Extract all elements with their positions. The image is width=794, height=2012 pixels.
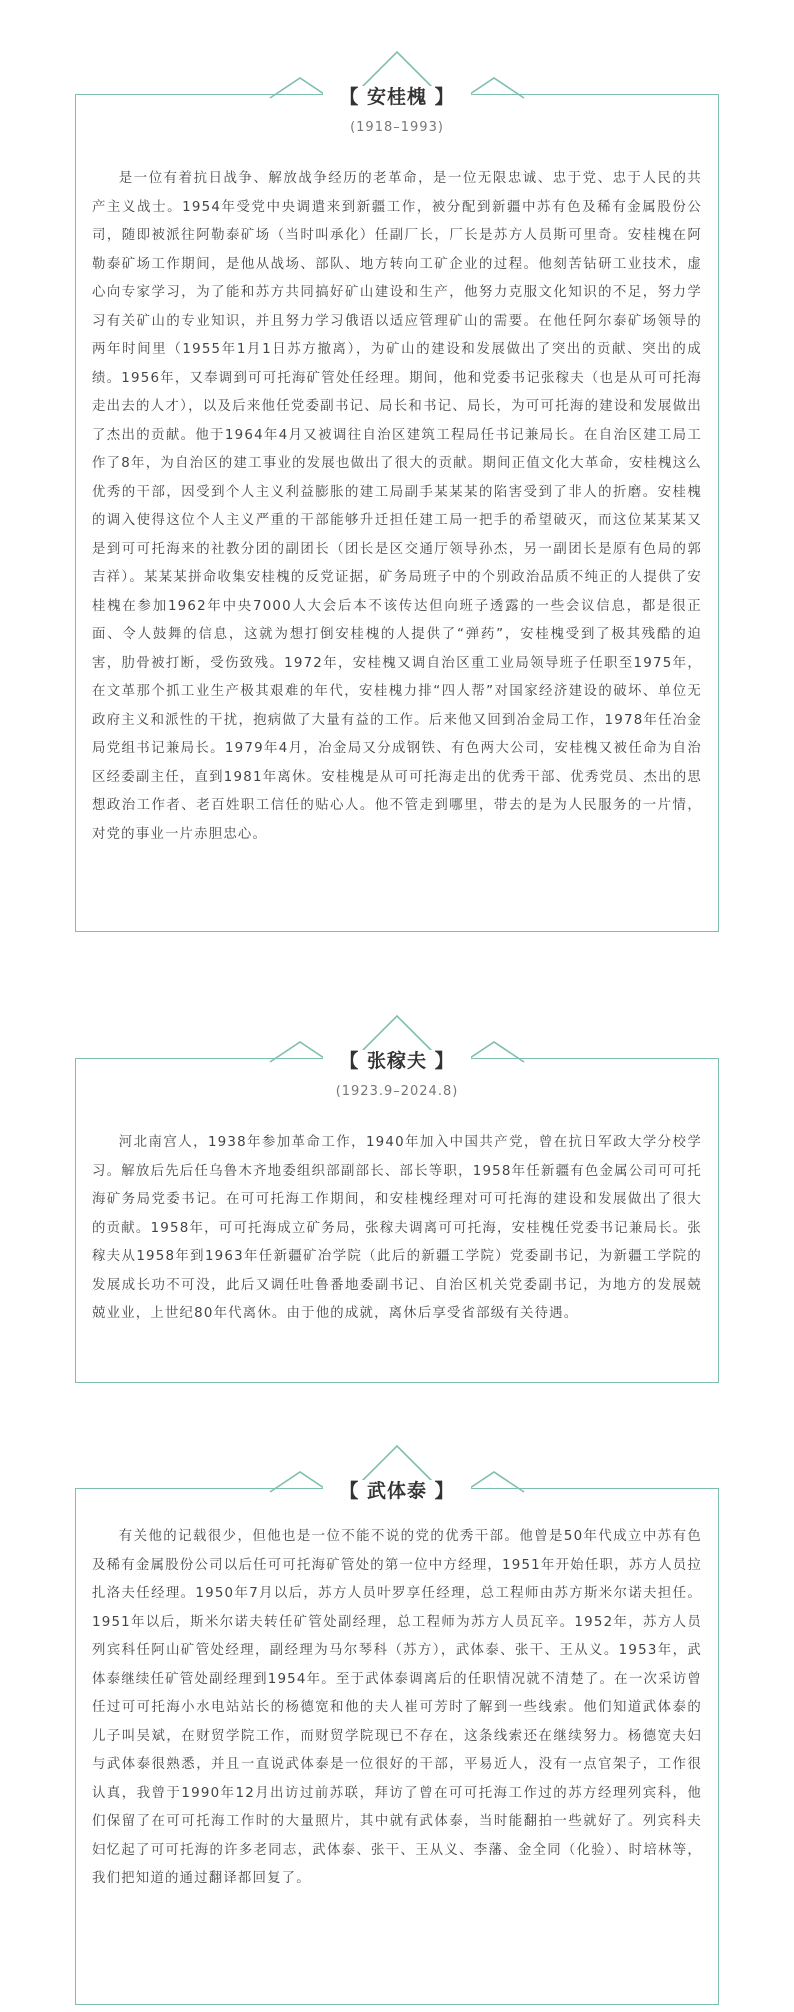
section-title: 【 张稼夫 】 bbox=[0, 1046, 794, 1073]
person-name: 张稼夫 bbox=[366, 1050, 427, 1072]
person-name: 武体泰 bbox=[366, 1480, 427, 1502]
biography-paragraph: 有关他的记载很少，但他也是一位不能不说的党的优秀干部。他曾是50年代成立中苏有色及稀有金属股份公司以后任可可托海矿管处的第一位中方经理，1951年开始任职，苏方人员拉扎洛夫任经理。1950年7月以后，苏方人员叶罗享任经理，总工程师由苏方斯米尔诺夫担任。1951年以后，斯米尔诺夫转任矿管处副经理，总工程师为苏方人员瓦辛。1952年，苏方人员列宾科任阿山矿管处经理，副经理为马尔琴科（苏方），武体泰、张干、王从义。1953年，武体泰继续任矿管处副经理到1954年。至于武体泰调离后的任职情况就不清楚了。在一次采访曾任过可可托海小水电站站长的杨德宽和他的夫人崔可芳时了解到一些线索。他们知道武体泰的儿子叫吴斌，在财贸学院工作，而财贸学院现已不存在，这条线索还在继续努力。杨德宽夫妇与武体泰很熟悉，并且一直说武体泰是一位很好的干部，平易近人，没有一点官架子，工作很认真，我曾于1990年12月出访过前苏联，拜访了曾在可可托海工作过的苏方经理列宾科，他们保留了在可可托海工作时的大量照片，其中就有武体泰，当时能翻拍一些就好了。列宾科夫妇忆起了可可托海的许多老同志，武体泰、张干、王从义、李藩、金全同（化验）、时培林等，我们把知道的通过翻译都回复了。 bbox=[92, 1529, 702, 1886]
section-title: 【 武体泰 】 bbox=[0, 1476, 794, 1503]
section-title: 【 安桂槐 】 bbox=[0, 82, 794, 109]
biography-paragraph: 河北南宫人，1938年参加革命工作，1940年加入中国共产党，曾在抗日军政大学分校学习。解放后先后任乌鲁木齐地委组织部副部长、部长等职，1958年任新疆有色金属公司可可托海矿务局党委书记。在可可托海工作期间，和安桂槐经理对可可托海的建设和发展做出了很大的贡献。1958年，可可托海成立矿务局，张稼夫调离可可托海，安桂槐任党委书记兼局长。张稼夫从1958年到1963年任新疆矿冶学院（此后的新疆工学院）党委副书记，为新疆工学院的发展成长功不可没，此后又调任吐鲁番地委副书记、自治区机关党委副书记，为地方的发展兢兢业业，上世纪80年代离休。由于他的成就，离休后享受省部级有关待遇。 bbox=[92, 1135, 702, 1321]
person-name: 安桂槐 bbox=[366, 86, 427, 108]
life-dates: (1923.9–2024.8) bbox=[335, 1084, 459, 1099]
biography-paragraph: 是一位有着抗日战争、解放战争经历的老革命，是一位无限忠诚、忠于党、忠于人民的共产主义战士。1954年受党中央调遣来到新疆工作，被分配到新疆中苏有色及稀有金属股份公司，随即被派往阿勒泰矿场（当时叫承化）任副厂长，厂长是苏方人员斯可里奇。安桂槐在阿勒泰矿场工作期间，是他从战场、部队、地方转向工矿企业的过程。他刻苦钻研工业技术，虚心向专家学习，为了能和苏方共同搞好矿山建设和生产，他努力克服文化知识的不足，努力学习有关矿山的专业知识，并且努力学习俄语以适应管理矿山的需要。在他任阿尔泰矿场领导的两年时间里（1955年1月1日苏方撤离），为矿山的建设和发展做出了突出的贡献、突出的成绩。1956年，又奉调到可可托海矿管处任经理。期间，他和党委书记张稼夫（也是从可可托海走出去的人才），以及后来他任党委副书记、局长和书记、局长，为可可托海的建设和发展做出了杰出的贡献。他于1964年4月又被调往自治区建筑工程局任书记兼局长。在自治区建工局工作了8年，为自治区的建工事业的发展也做出了很大的贡献。期间正值文化大革命，安桂槐这么优秀的干部，因受到个人主义利益膨胀的建工局副手某某某的陷害受到了非人的折磨。安桂槐的调入使得这位个人主义严重的干部能够升迁担任建工局一把手的希望破灭，而这位某某某又是到可可托海来的社教分团的副团长（团长是区交通厅领导孙杰，另一副团长是原有色局的郭吉祥）。某某某拼命收集安桂槐的反党证据，矿务局班子中的个别政治品质不纯正的人提供了安桂槐在参加1962年中央7000人大会后本不该传达但向班子透露的一些会议信息，都是很正面、令人鼓舞的信息，这就为想打倒安桂槐的人提供了“弹药”，安桂槐受到了极其残酷的迫害，肋骨被打断，受伤致残。1972年，安桂槐又调自治区重工业局领导班子任职至1975年，在文革那个抓工业生产极其艰难的年代，安桂槐力排“四人帮”对国家经济建设的破坏、单位无政府主义和派性的干扰，抱病做了大量有益的工作。后来他又回到冶金局工作，1978年任冶金局党组书记兼局长。1979年4月，冶金局又分成钢铁、有色两大公司，安桂槐又被任命为自治区经委副主任，直到1981年离休。安桂槐是从可可托海走出的优秀干部、优秀党员、杰出的思想政治工作者、老百姓职工信任的贴心人。他不管走到哪里，带去的是为人民服务的一片情，对党的事业一片赤胆忠心。 bbox=[92, 171, 702, 842]
life-dates: (1918–1993) bbox=[350, 120, 444, 135]
